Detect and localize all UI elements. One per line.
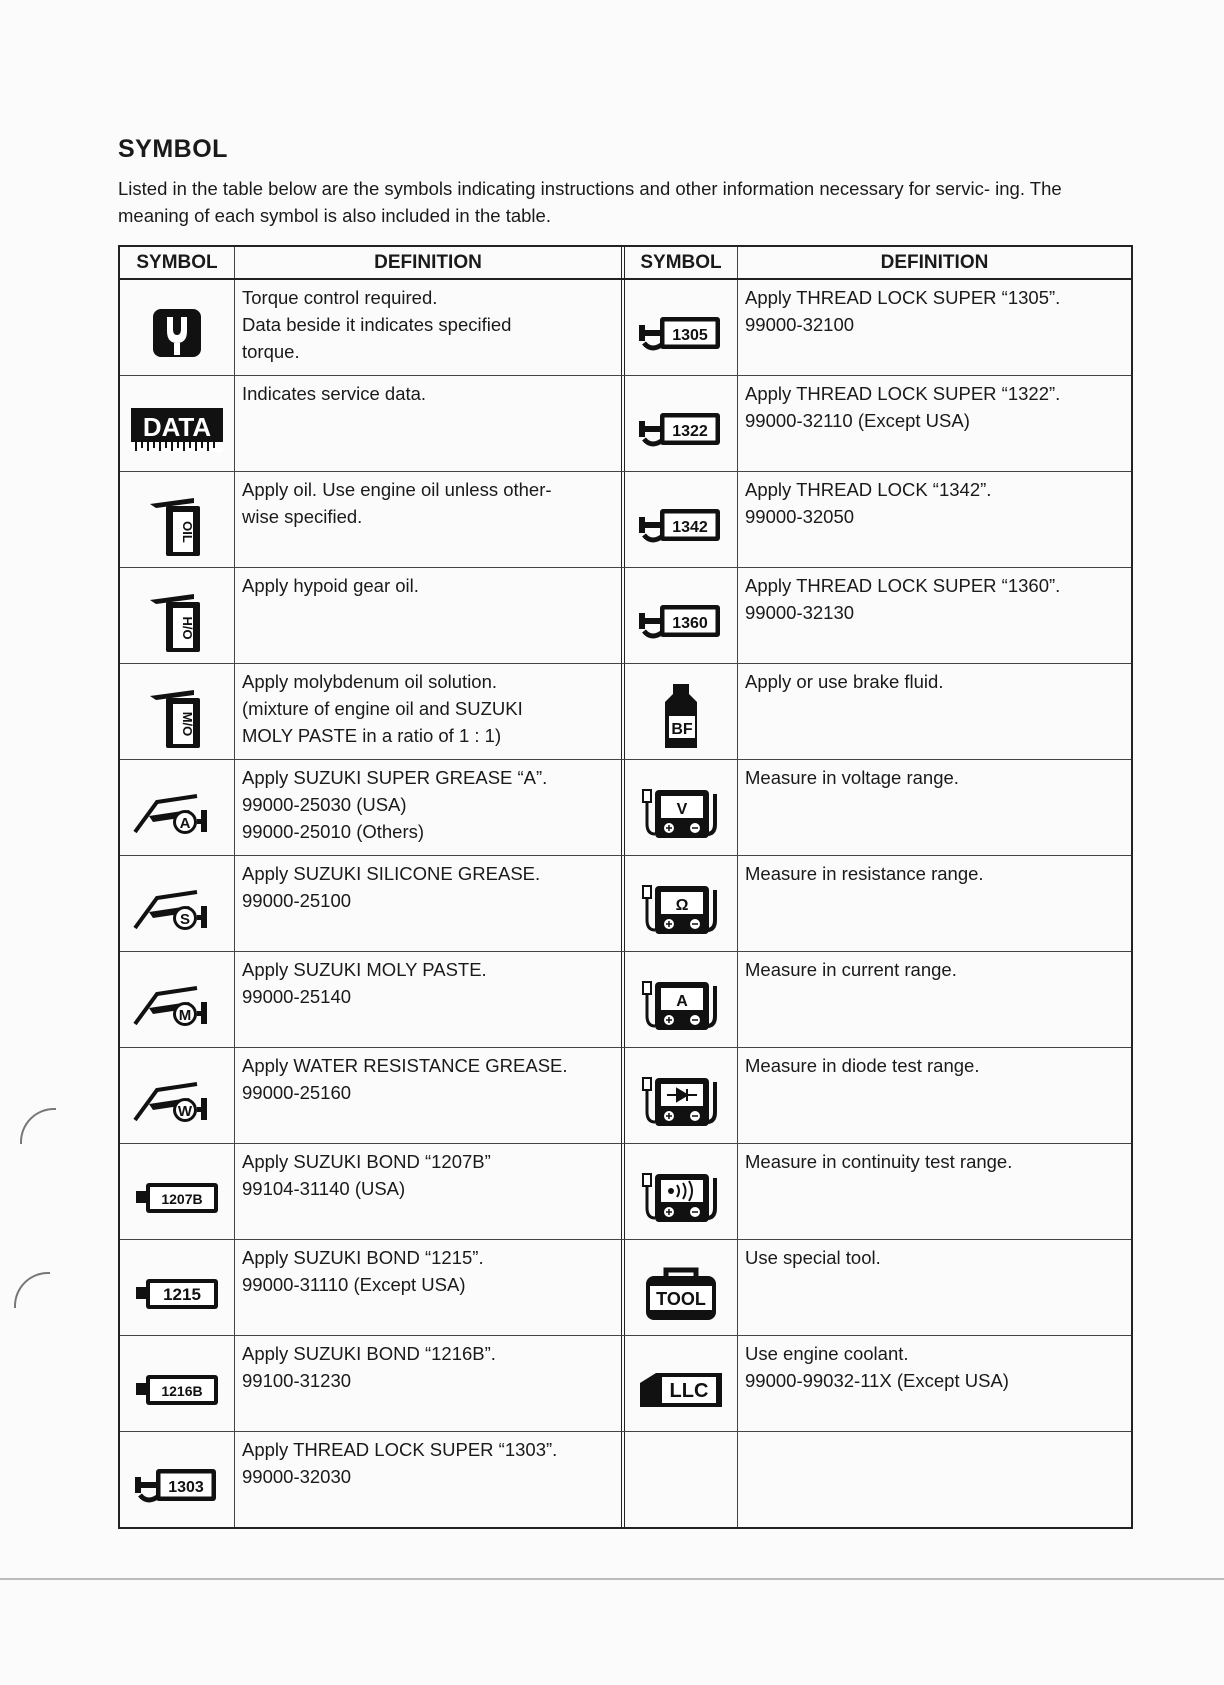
definition-line: Apply SUZUKI BOND “1216B”. — [242, 1343, 496, 1364]
definition-cell — [235, 568, 625, 663]
symbol-cell — [625, 760, 738, 855]
definition-cell — [738, 472, 1131, 567]
symbol-cell — [120, 472, 235, 567]
coolant-icon — [638, 1365, 724, 1413]
table-row — [120, 1240, 1131, 1336]
symbol-cell — [120, 760, 235, 855]
svg-text:BF: BF — [671, 720, 693, 738]
table-row — [120, 1144, 1131, 1240]
svg-text:1342: 1342 — [672, 518, 708, 536]
table-row — [120, 280, 1131, 376]
service-data-icon — [129, 402, 225, 456]
multimeter-diode-icon — [641, 1072, 721, 1130]
definition-line: (mixture of engine oil and SUZUKI — [242, 698, 523, 719]
svg-text:TOOL: TOOL — [656, 1288, 706, 1309]
svg-text:1322: 1322 — [672, 422, 708, 440]
grease-gun-m-icon — [129, 980, 225, 1030]
definition-line: Use engine coolant. — [745, 1343, 909, 1364]
definition-cell — [235, 1144, 625, 1239]
bond-1207b-icon — [134, 1177, 220, 1217]
definition-line: 99000-31110 (Except USA) — [242, 1274, 466, 1295]
definition-cell — [235, 1336, 625, 1431]
definition-cell — [738, 664, 1131, 759]
svg-text:S: S — [179, 910, 191, 928]
definition-line: Apply WATER RESISTANCE GREASE. — [242, 1055, 568, 1076]
table-row — [120, 664, 1131, 760]
moly-oil-can-icon — [146, 682, 208, 752]
definition-line: Apply or use brake fluid. — [745, 671, 944, 692]
svg-text:OIL: OIL — [180, 520, 195, 543]
symbol-cell — [625, 1144, 738, 1239]
table-row — [120, 856, 1131, 952]
svg-text:1207B: 1207B — [161, 1190, 203, 1207]
definition-cell — [235, 760, 625, 855]
symbol-cell — [120, 376, 235, 471]
definition-line: Apply SUZUKI MOLY PASTE. — [242, 959, 487, 980]
definition-line: 99000-32110 (Except USA) — [745, 410, 970, 431]
symbol-cell — [625, 952, 738, 1047]
table-row — [120, 1336, 1131, 1432]
symbol-cell — [120, 1432, 235, 1527]
symbol-cell — [625, 1048, 738, 1143]
definition-cell — [738, 280, 1131, 375]
definition-line: Measure in current range. — [745, 959, 957, 980]
definition-cell — [738, 856, 1131, 951]
symbol-cell — [120, 568, 235, 663]
definition-cell — [738, 760, 1131, 855]
bond-1215-icon — [134, 1273, 220, 1313]
symbol-cell — [625, 280, 738, 375]
grease-gun-a-icon — [129, 788, 225, 838]
table-row — [120, 472, 1131, 568]
definition-line: Apply molybdenum oil solution. — [242, 671, 498, 692]
svg-text:1215: 1215 — [163, 1284, 201, 1304]
table-header — [120, 247, 1131, 280]
symbol-cell — [625, 376, 738, 471]
table-row — [120, 568, 1131, 664]
definition-line: Apply THREAD LOCK SUPER “1303”. — [242, 1439, 558, 1460]
svg-text:1216B: 1216B — [161, 1382, 203, 1399]
definition-line: Apply SUZUKI BOND “1207B” — [242, 1151, 491, 1172]
symbol-cell — [625, 472, 738, 567]
definition-line: Indicates service data. — [242, 383, 427, 404]
toolbox-icon — [644, 1264, 718, 1322]
definition-line: Apply SUZUKI SILICONE GREASE. — [242, 863, 541, 884]
definition-line: Measure in resistance range. — [745, 863, 984, 884]
symbol-table — [118, 245, 1133, 1529]
definition-line: Measure in continuity test range. — [745, 1151, 1013, 1172]
punch-hole-mark — [20, 1108, 56, 1144]
definition-cell — [738, 1240, 1131, 1335]
symbol-cell — [120, 280, 235, 375]
symbol-cell — [120, 664, 235, 759]
definition-line: Apply THREAD LOCK “1342”. — [745, 479, 992, 500]
definition-line: Measure in diode test range. — [745, 1055, 980, 1076]
definition-cell — [235, 664, 625, 759]
definition-line: 99000-32030 — [242, 1466, 352, 1487]
definition-line: 99100-31230 — [242, 1370, 352, 1391]
multimeter-voltage-icon — [641, 784, 721, 842]
symbol-cell — [625, 856, 738, 951]
definition-line: Apply SUZUKI SUPER GREASE “A”. — [242, 767, 548, 788]
definition-cell — [738, 952, 1131, 1047]
symbol-cell — [120, 856, 235, 951]
definition-line: 99000-25010 (Others) — [242, 821, 425, 842]
thread-lock-1342-icon — [638, 503, 724, 547]
svg-text:A: A — [676, 992, 688, 1010]
symbol-cell — [120, 1048, 235, 1143]
punch-hole-mark — [14, 1272, 50, 1308]
definition-line: 99000-99032-11X (Except USA) — [745, 1370, 1009, 1391]
definition-cell — [235, 1432, 625, 1527]
svg-text:H/O: H/O — [180, 615, 195, 640]
definition-cell — [235, 472, 625, 567]
svg-text:A: A — [179, 814, 191, 832]
definition-cell — [235, 376, 625, 471]
definition-cell — [235, 1048, 625, 1143]
definition-cell — [235, 856, 625, 951]
definition-line: Apply THREAD LOCK SUPER “1305”. — [745, 287, 1061, 308]
definition-cell — [235, 1240, 625, 1335]
header-definition-right: DEFINITION — [880, 251, 989, 273]
svg-text:1305: 1305 — [672, 326, 708, 344]
thread-lock-1322-icon — [638, 407, 724, 451]
definition-line: 99000-25030 (USA) — [242, 794, 407, 815]
definition-cell — [235, 952, 625, 1047]
symbol-cell — [625, 1336, 738, 1431]
multimeter-continuity-icon — [641, 1168, 721, 1226]
thread-lock-1303-icon — [134, 1463, 220, 1507]
intro-paragraph: Listed in the table below are the symbols indicating instructions and other information necessary for servic- ing. The meaning of each symbol is also included in the table. — [118, 178, 1062, 226]
svg-text:M: M — [178, 1006, 192, 1024]
svg-text:Ω: Ω — [675, 896, 689, 914]
bond-1216b-icon — [134, 1369, 220, 1409]
page-bottom-rule — [0, 1578, 1224, 1580]
header-symbol-left: SYMBOL — [120, 247, 235, 278]
header-symbol-right: SYMBOL — [625, 247, 738, 278]
table-row — [120, 1048, 1131, 1144]
definition-line: MOLY PASTE in a ratio of 1 : 1) — [242, 725, 502, 746]
definition-line: 99000-32100 — [745, 314, 855, 335]
hypoid-oil-can-icon — [146, 586, 208, 656]
header-definition-left: DEFINITION — [235, 247, 625, 278]
definition-line: Apply SUZUKI BOND “1215”. — [242, 1247, 484, 1268]
definition-line: Apply hypoid gear oil. — [242, 575, 419, 596]
definition-line: 99104-31140 (USA) — [242, 1178, 406, 1199]
svg-text:1360: 1360 — [672, 614, 708, 632]
thread-lock-1305-icon — [638, 311, 724, 355]
definition-line: Data beside it indicates specified — [242, 314, 512, 335]
multimeter-resistance-icon — [641, 880, 721, 938]
svg-text:M/O: M/O — [180, 711, 195, 736]
svg-text:LLC: LLC — [669, 1379, 709, 1402]
definition-cell — [738, 1336, 1131, 1431]
definition-cell — [738, 1048, 1131, 1143]
definition-cell — [738, 1144, 1131, 1239]
svg-text:W: W — [177, 1102, 193, 1120]
definition-cell — [738, 1432, 1131, 1527]
definition-line: wise specified. — [242, 506, 363, 527]
table-row — [120, 376, 1131, 472]
definition-line: 99000-32050 — [745, 506, 855, 527]
definition-line: 99000-32130 — [745, 602, 855, 623]
svg-text:1303: 1303 — [168, 1478, 204, 1496]
table-row — [120, 1432, 1131, 1527]
definition-line: 99000-25160 — [242, 1082, 352, 1103]
definition-line: Measure in voltage range. — [745, 767, 959, 788]
grease-gun-s-icon — [129, 884, 225, 934]
brake-fluid-bottle-icon — [659, 682, 703, 752]
definition-line: Apply THREAD LOCK SUPER “1360”. — [745, 575, 1061, 596]
symbol-cell — [625, 568, 738, 663]
definition-cell — [738, 568, 1131, 663]
definition-line: Use special tool. — [745, 1247, 881, 1268]
symbol-cell — [120, 1240, 235, 1335]
symbol-cell — [625, 1432, 738, 1527]
thread-lock-1360-icon — [638, 599, 724, 643]
definition-line: 99000-25100 — [242, 890, 352, 911]
definition-line: Apply oil. Use engine oil unless other- — [242, 479, 552, 500]
oil-can-icon — [146, 490, 208, 560]
definition-line: Apply THREAD LOCK SUPER “1322”. — [745, 383, 1061, 404]
definition-line: torque. — [242, 341, 300, 362]
grease-gun-w-icon — [129, 1076, 225, 1126]
definition-line: Torque control required. — [242, 287, 438, 308]
symbol-cell — [120, 1144, 235, 1239]
symbol-cell — [120, 952, 235, 1047]
svg-text:DATA: DATA — [142, 411, 212, 442]
torque-wrench-icon — [149, 305, 205, 361]
section-heading: SYMBOL — [118, 135, 228, 163]
table-row — [120, 760, 1131, 856]
multimeter-current-icon — [641, 976, 721, 1034]
symbol-cell — [625, 664, 738, 759]
symbol-cell — [120, 1336, 235, 1431]
symbol-cell — [625, 1240, 738, 1335]
definition-line: 99000-25140 — [242, 986, 352, 1007]
table-row — [120, 952, 1131, 1048]
svg-text:V: V — [676, 800, 688, 818]
definition-cell — [235, 280, 625, 375]
definition-cell — [738, 376, 1131, 471]
